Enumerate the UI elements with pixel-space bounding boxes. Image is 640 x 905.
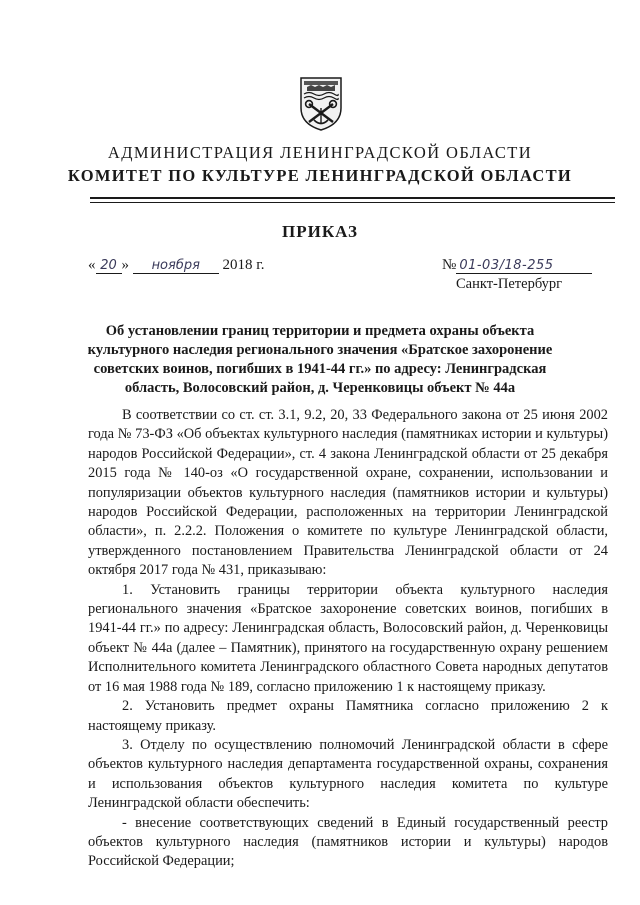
body-paragraph-item-1: 1. Установить границы территории объекта культурного наследия регионального значения «Братское захоронение советских воинов, погибших в 1941-44 гг.» по адресу: Ленинградская область, Волосовский район, д. Черенковицы объект № 44а (далее – Памятник), принятого на государственную охрану решением Исполнительного комитета Ленинградского областного Совета народных депутатов от 16 мая 1988 года № 189, согласно приложению 1 к настоящему приказу.	[88, 581, 608, 695]
body-paragraph-item-3: 3. Отделу по осуществлению полномочий Ленинградской области в сфере объектов культурного наследия департамента государственной охраны, сохранения и использования объектов культурного наследия комитета по культуре Ленинградской области обеспечить:	[88, 736, 608, 812]
org-name-administration: АДМИНИСТРАЦИЯ ЛЕНИНГРАДСКОЙ ОБЛАСТИ	[107, 143, 533, 162]
number-prefix: №	[442, 257, 457, 273]
date-open-quote: «	[88, 257, 96, 273]
document-city: Санкт-Петербург	[456, 276, 563, 292]
org-name-committee: КОМИТЕТ ПО КУЛЬТУРЕ ЛЕНИНГРАДСКОЙ ОБЛАСТИ	[67, 166, 573, 185]
date-month: ноября	[133, 258, 219, 274]
body-paragraph-item-2: 2. Установить предмет охраны Памятника согласно приложению 2 к настоящему приказу.	[88, 698, 608, 734]
subject-line: культурного наследия регионального значения «Братское захоронение	[87, 342, 553, 358]
subject-line: область, Волосовский район, д. Черенковицы объект № 44а	[124, 380, 516, 396]
number-value: 01-03/18-255	[456, 258, 592, 274]
body-paragraph-preamble: В соответствии со ст. ст. 3.1, 9.2, 20, 33 Федерального закона от 25 июня 2002 года № 73-ФЗ «Об объектах культурного наследия (памятниках истории и культуры) народов Российской Федерации», ст. 4 закона Ленинградской области от 25 декабря 2015 года № 140-оз «О государственной охране, сохранении, использовании и популяризации объектов культурного наследия (памятников истории и культуры) народов Российской Федерации, расположенных на территории Ленинградской области», п. 2.2.2. Положения о комитете по культуре Ленинградской области, утвержденного постановлением Правительства Ленинградской области от 24 октября 2017 года № 431, приказываю:	[88, 407, 608, 579]
date-year: 2018 г.	[222, 257, 265, 273]
subject-line: советских воинов, погибших в 1941-44 гг.» по адресу: Ленинградская	[93, 361, 547, 377]
document-body	[88, 406, 608, 872]
date-day: 20	[96, 258, 122, 274]
header-divider-thin	[90, 202, 615, 203]
date-close-quote: »	[121, 257, 129, 273]
document-number	[442, 257, 592, 274]
document-subject	[80, 322, 560, 398]
header-divider-thick	[90, 197, 615, 199]
body-paragraph-item-3-bullet: - внесение соответствующих сведений в Единый государственный реестр объектов культурного наследия (памятников истории и культуры) народов Российской Федерации;	[88, 814, 608, 870]
subject-line: Об установлении границ территории и предмета охраны объекта	[105, 323, 535, 339]
document-title: ПРИКАЗ	[282, 222, 358, 241]
coat-of-arms-icon	[298, 74, 344, 132]
document-date	[88, 257, 264, 274]
